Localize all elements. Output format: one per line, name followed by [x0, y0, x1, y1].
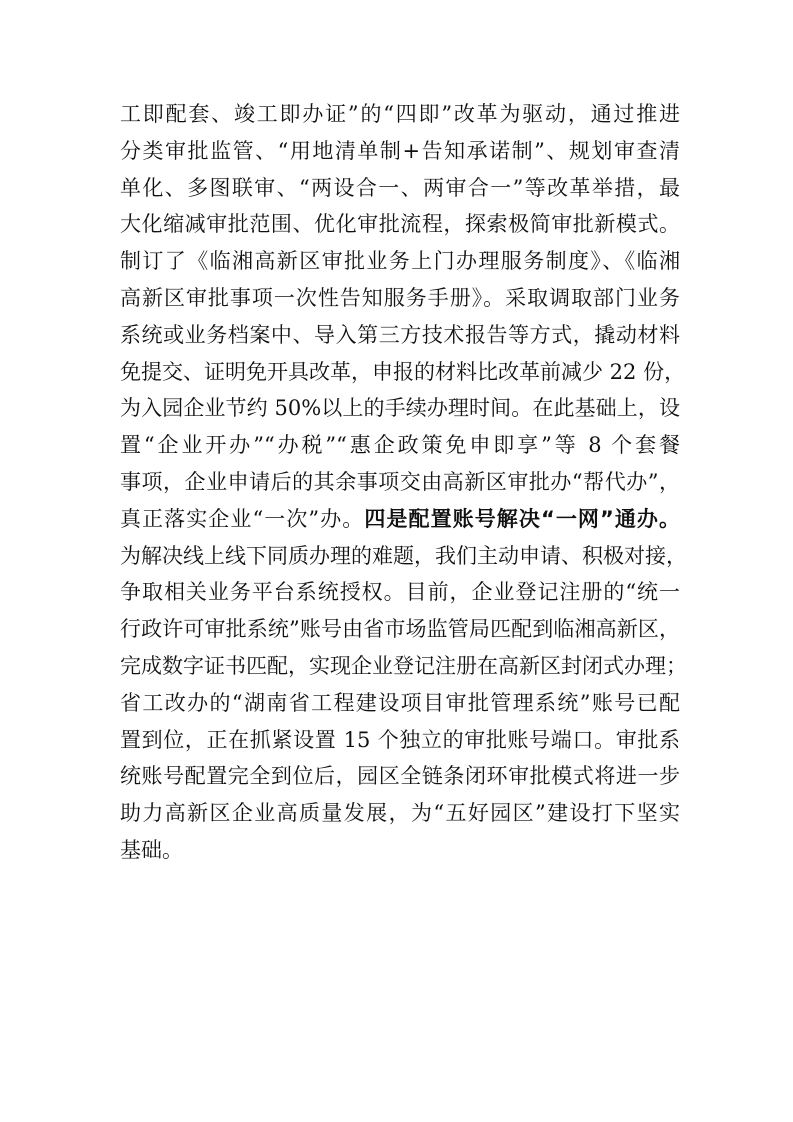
text-line: 行政许可审批系统”账号由省市场监管局匹配到临湘高新区， — [120, 617, 680, 642]
text-line: 高新区审批事项一次性告知服务手册》。采取调取部门业务 — [120, 285, 680, 310]
text-line: 制订了《临湘高新区审批业务上门办理服务制度》、《临湘 — [120, 249, 680, 274]
text-line-with-heading — [120, 501, 680, 538]
text-line: 分类审批监管、“用地清单制+告知承诺制”、规划审查清 — [120, 138, 680, 163]
text-line-last: 基础。 — [120, 837, 183, 862]
text-line: 事项，企业申请后的其余事项交由高新区审批办“帮代办”， — [120, 469, 680, 494]
text-line: 工即配套、竣工即办证”的“四即”改革为驱动，通过推进 — [120, 102, 680, 126]
text-line: 置到位，正在抓紧设置 15 个独立的审批账号端口。审批系 — [120, 727, 680, 752]
text-line: 争取相关业务平台系统授权。目前，企业登记注册的“统一 — [120, 580, 680, 605]
body-text — [120, 96, 687, 869]
paragraph-tail: 真正落实企业“一次”办。 — [120, 506, 365, 531]
text-line: 单化、多图联审、“两设合一、两审合一”等改革举措，最 — [120, 175, 680, 200]
text-line: 大化缩减审批范围、优化审批流程，探索极简审批新模式。 — [120, 212, 680, 237]
text-line: 免提交、证明免开具改革，申报的材料比改革前减少 22 份， — [120, 359, 686, 384]
text-line: 省工改办的“湖南省工程建设项目审批管理系统”账号已配 — [120, 690, 680, 715]
section-heading-four: 四是配置账号解决“一网”通办。 — [364, 506, 680, 531]
text-line: 为解决线上线下同质办理的难题，我们主动申请、积极对接， — [120, 543, 687, 568]
text-line: 助力高新区企业高质量发展，为“五好园区”建设打下坚实 — [120, 801, 680, 826]
text-line: 统账号配置完全到位后，园区全链条闭环审批模式将进一步 — [120, 764, 680, 789]
text-line: 完成数字证书匹配，实现企业登记注册在高新区封闭式办理； — [120, 653, 687, 678]
text-line: 系统或业务档案中、导入第三方技术报告等方式，撬动材料 — [120, 322, 680, 347]
text-line: 置“企业开办”“办税”“惠企政策免申即享”等 8 个套餐 — [120, 433, 680, 458]
text-line: 为入园企业节约 50%以上的手续办理时间。在此基础上，设 — [120, 396, 680, 421]
